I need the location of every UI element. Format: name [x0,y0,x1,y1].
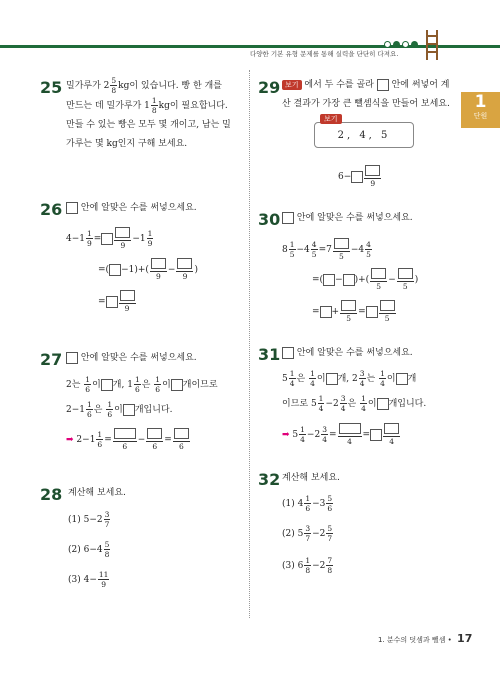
q28-item3: (3) 4− $\frac{11}{9}$ [68,570,109,589]
q32-item1: (1) 4 $\frac{1}{6}$ −3 $\frac{5}{6}$ [282,494,333,513]
q30-line2: =( − )+( 5 − 5 ) [312,268,418,291]
question-number: 30 [258,210,281,229]
q28-item1: (1) 5−2 $\frac{3}{7}$ [68,510,110,529]
question-31: 안에 알맞은 수를 써넣으세요. [282,344,413,363]
q26-line3: = 9 [98,290,137,313]
q32-item2: (2) 5 $\frac{3}{7}$ −2 $\frac{5}{7}$ [282,524,333,543]
question-number: 29 [258,78,281,97]
q29-expression: 6− 9 [338,165,382,188]
question-30: 안에 알맞은 수를 써넣으세요. [282,209,413,228]
question-25: 밀가루가 2 $\frac{5}{8}$ kg이 있습니다. 빵 한 개를 만드는 데 밀가루가 1 $\frac{1}{8}$ kg이 필요합니다. 만들 수 있는 빵은 모두 몇 개이고, 남는 밀 가루는 몇 kg인지 구해 보세요. [66,76,231,149]
question-number: 25 [40,78,63,97]
question-27: 안에 알맞은 수를 써넣으세요. [66,349,197,368]
q26-line2: =( −1)+( 9 − 9 ) [98,258,198,281]
question-number: 31 [258,345,281,364]
question-28: 계산해 보세요. [68,488,126,498]
q31-line1: 5 $\frac{1}{4}$ 은 $\frac{1}{4}$ 이 개, 2 $\frac{3}{4}$ 는 $\frac{1}{4}$ 이 개 [282,369,417,388]
q31-line3: ➡ 5 $\frac{1}{4}$ −2 $\frac{3}{4}$ = 4 = 4 [282,423,401,446]
q30-line3: = + 5 = 5 [312,300,397,323]
q26-line1: 4−1 $\frac{1}{9}$ = 9 −1 $\frac{1}{9}$ [66,229,153,250]
question-26: 안에 알맞은 수를 써넣으세요. [66,199,197,218]
question-29: 보기 에서 두 수를 골라 안에 써넣어 계 산 결과가 가장 큰 뺄셈식을 만들어 보세요. [282,80,450,109]
question-number: 28 [40,485,63,504]
q32-item3: (3) 6 $\frac{1}{8}$ −2 $\frac{7}{8}$ [282,556,333,575]
question-number: 27 [40,350,63,369]
column-divider [249,70,250,618]
q30-line1: 8 $\frac{1}{5}$ −4 $\frac{4}{5}$ =7 5 −4 $\frac{4}{5}$ [282,240,371,261]
q31-line2: 이므로 5 $\frac{1}{4}$ −2 $\frac{3}{4}$ 은 $\frac{1}{4}$ 이 개입니다. [282,394,427,413]
ladder-icon [424,30,440,60]
q27-line1: 2는 $\frac{1}{6}$ 이 개, 1 $\frac{1}{6}$ 은 $\frac{1}{6}$ 이 개이므로 [66,375,218,394]
q27-line2: 2−1 $\frac{1}{6}$ 은 $\frac{1}{6}$ 이 개입니다. [66,400,173,419]
q27-line3: ➡ 2−1 $\frac{1}{6}$ = 6 − 6 = 6 [66,428,191,451]
question-number: 26 [40,200,63,219]
bogi-box: 2, 4, 5 [314,122,414,148]
question-number: 32 [258,470,281,489]
page-footer: 1. 분수의 덧셈과 뺄셈 • 17 [378,632,473,645]
bogi-label: 보기 [320,114,342,124]
question-32: 계산해 보세요. [282,473,340,483]
header-tagline: 다양한 기본 유형 문제를 통해 실력을 단단히 다져요. [250,50,399,58]
unit-tab: 1 단원 [461,92,500,128]
q28-item2: (2) 6−4 $\frac{5}{8}$ [68,540,110,559]
